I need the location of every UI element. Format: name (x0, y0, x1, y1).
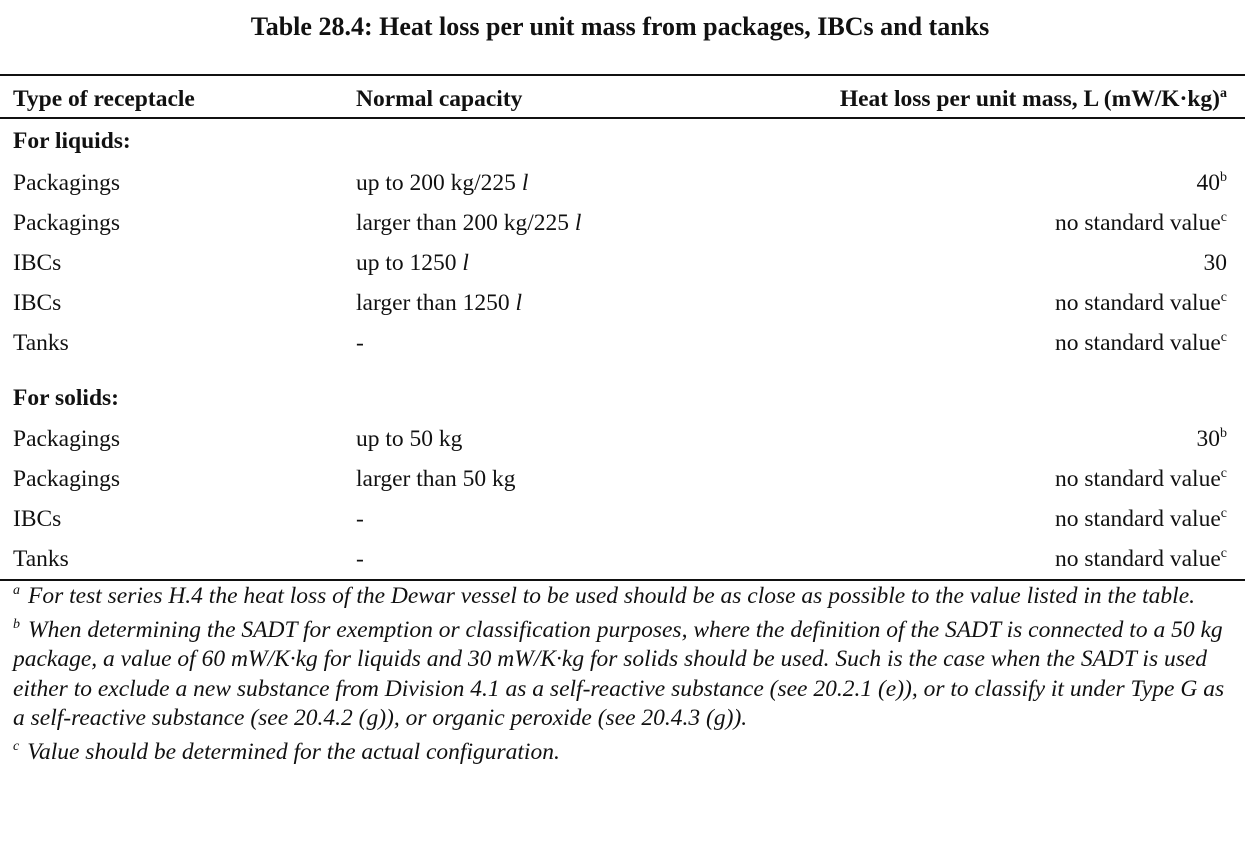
header-type: Type of receptacle (0, 75, 343, 118)
cell-heat-loss (786, 459, 1245, 499)
heat-loss-value: 30 (1203, 249, 1227, 276)
cell-capacity (343, 203, 786, 243)
cell-type: Packagings (13, 425, 121, 452)
heat-loss-value: 40 (1196, 169, 1220, 196)
cell-type: Packagings (13, 465, 121, 492)
footnote-mark: c (1220, 505, 1227, 521)
cell-heat-loss (786, 283, 1245, 323)
footnote-b-text: When determining the SADT for exemption or classification purposes, where the definition of the SADT is connected to a 50 kg package, a value of 60 mW/K·kg for liquids and 30 mW/K·kg for solids should be used. Such is the case when the SADT is used either to exclude a new substance from Division 4.1 as a self-reactive substance (see 20.2.1 (e)), or to classify it under Type G as a self-reactive substance (see 20.4.2 (g)), or organic peroxide (see 20.4.3 (g)). (13, 616, 1225, 731)
footnote-mark: b (1220, 425, 1227, 441)
capacity-text: larger than 50 kg (356, 465, 516, 492)
cell-type: Packagings (13, 169, 121, 196)
capacity-unit: l (521, 169, 529, 196)
header-heat-loss-footnote-mark: a (1220, 86, 1227, 101)
table-header-row (0, 75, 1245, 118)
section-row-solids (0, 363, 1245, 419)
footnote-a-text: For test series H.4 the heat loss of the Dewar vessel to be used should be as close as possible to the value listed in the table. (28, 583, 1196, 609)
cell-heat-loss (786, 323, 1245, 363)
header-heat-loss-text: Heat loss per unit mass, L (mW/K·kg) (839, 86, 1220, 112)
footnote-c-mark: c (13, 738, 20, 754)
capacity-text: up to 1250 (356, 249, 457, 276)
table-row (0, 323, 1245, 363)
capacity-text: - (356, 505, 364, 532)
cell-type: Tanks (0, 539, 343, 580)
cell-heat-loss (786, 203, 1245, 243)
table-title: Table 28.4: Heat loss per unit mass from packages, IBCs and tanks (250, 12, 990, 41)
cell-type: Packagings (13, 209, 121, 236)
heat-loss-value: no standard value (1055, 545, 1221, 572)
footnote-mark: b (1220, 169, 1227, 185)
cell-heat-loss (786, 499, 1245, 539)
heat-loss-table-container (0, 74, 1245, 581)
footnote-mark: c (1220, 329, 1227, 345)
table-row (0, 283, 1245, 323)
footnote-mark: c (1220, 545, 1227, 561)
footnote-a (13, 582, 1233, 612)
cell-type: Tanks (13, 329, 69, 356)
cell-capacity (343, 419, 786, 459)
cell-heat-loss (786, 243, 1245, 283)
heat-loss-table (0, 74, 1245, 581)
footnote-mark: c (1220, 465, 1227, 481)
cell-type: IBCs (13, 249, 62, 276)
footnote-a-mark: a (13, 583, 20, 598)
cell-heat-loss (786, 163, 1245, 203)
cell-capacity (343, 243, 786, 283)
capacity-text: up to 200 kg/225 (356, 169, 516, 196)
header-heat-loss (786, 75, 1245, 118)
heat-loss-value: no standard value (1055, 505, 1221, 532)
header-capacity: Normal capacity (343, 75, 786, 118)
cell-heat-loss (786, 539, 1245, 580)
capacity-unit: l (574, 209, 582, 236)
cell-capacity (343, 459, 786, 499)
table-row (0, 499, 1245, 539)
capacity-text: - (356, 329, 364, 356)
table-row (0, 203, 1245, 243)
cell-capacity (343, 323, 786, 363)
footnotes (13, 582, 1233, 771)
table-row (0, 163, 1245, 203)
heat-loss-value: 30 (1196, 425, 1220, 452)
cell-type: IBCs (13, 505, 62, 532)
capacity-text: - (356, 545, 364, 572)
footnote-c (13, 738, 1233, 768)
heat-loss-value: no standard value (1055, 465, 1221, 492)
footnote-mark: c (1220, 289, 1227, 305)
table-row (0, 539, 1245, 580)
footnote-b-mark: b (13, 616, 20, 632)
cell-capacity (343, 499, 786, 539)
table-row (0, 459, 1245, 499)
capacity-text: larger than 200 kg/225 (356, 209, 569, 236)
capacity-unit: l (462, 249, 469, 276)
footnote-c-text: Value should be determined for the actual configuration. (27, 738, 560, 765)
footnote-mark: c (1220, 209, 1227, 225)
section-label-solids: For solids: (13, 384, 119, 411)
capacity-text: larger than 1250 (356, 289, 510, 316)
cell-capacity (343, 163, 786, 203)
heat-loss-value: no standard value (1055, 209, 1221, 236)
footnote-b (13, 616, 1233, 734)
table-row (0, 243, 1245, 283)
heat-loss-value: no standard value (1055, 289, 1221, 316)
cell-capacity (343, 539, 786, 580)
capacity-unit: l (515, 289, 522, 316)
section-label-liquids: For liquids: (13, 127, 131, 154)
heat-loss-value: no standard value (1055, 329, 1221, 356)
section-row-liquids (0, 118, 1245, 163)
capacity-text: up to 50 kg (356, 425, 463, 452)
cell-heat-loss (786, 419, 1245, 459)
table-row (0, 419, 1245, 459)
cell-capacity (343, 283, 786, 323)
cell-type: IBCs (13, 289, 62, 316)
